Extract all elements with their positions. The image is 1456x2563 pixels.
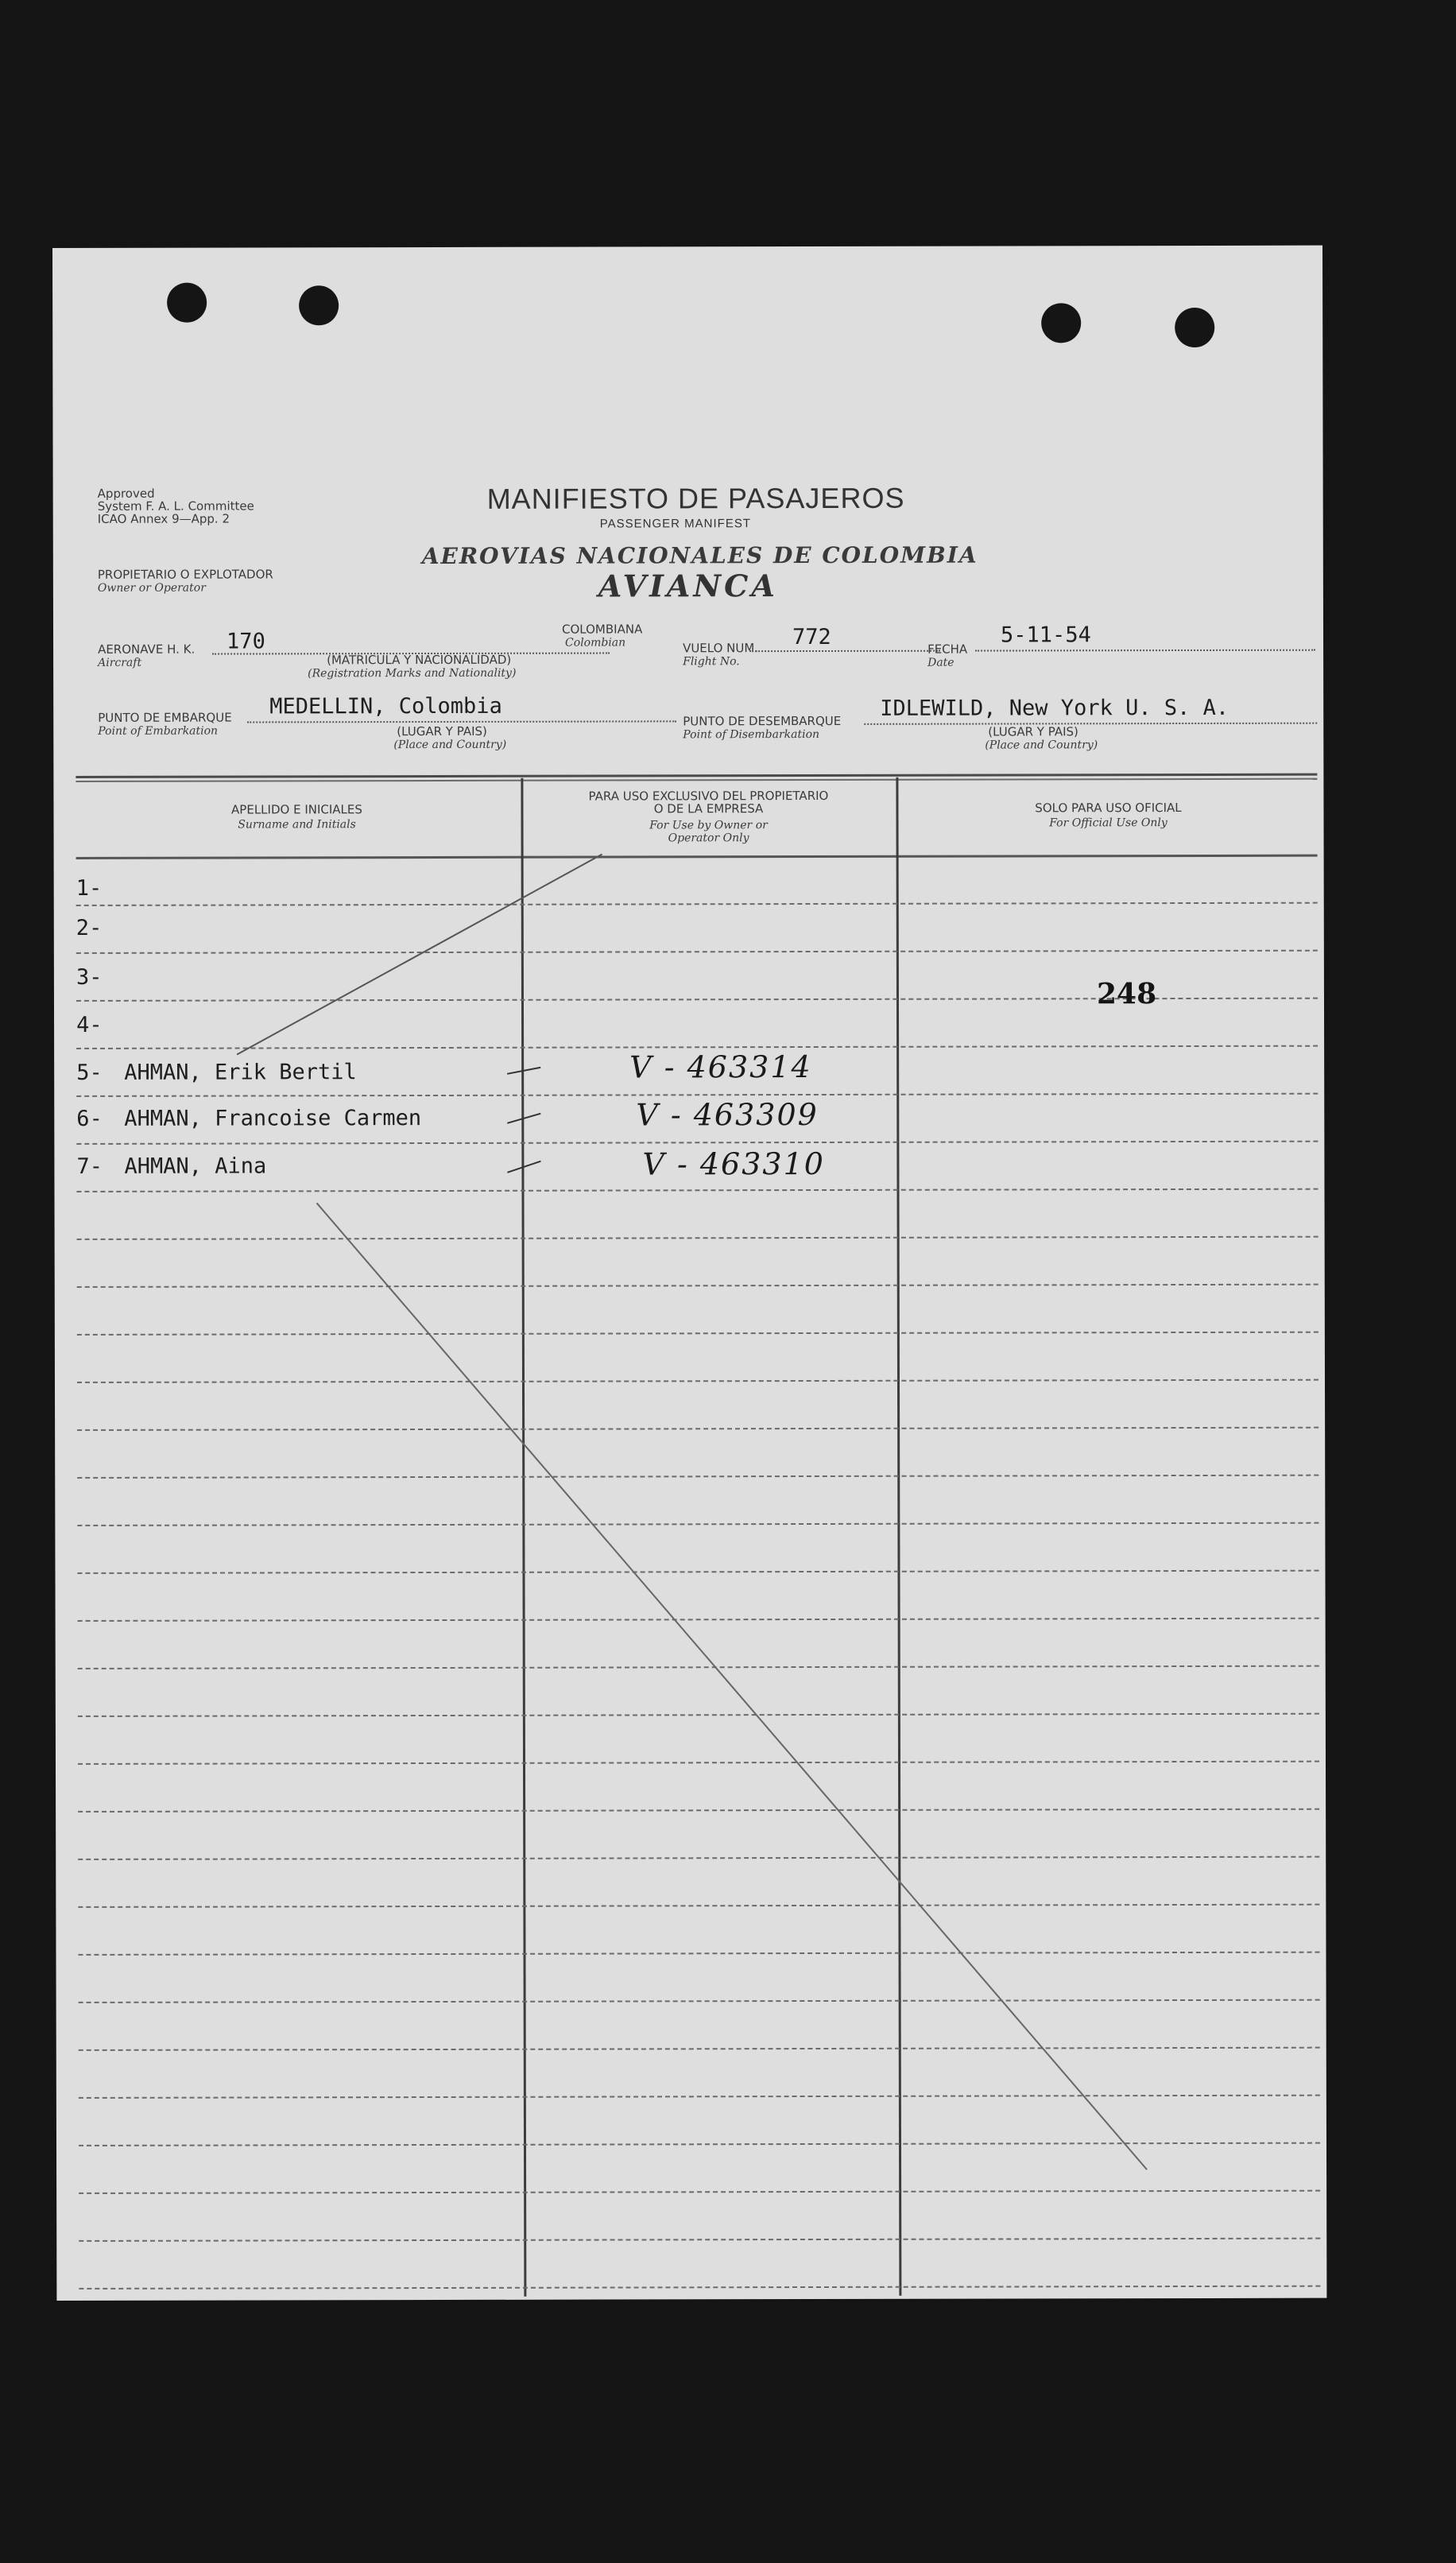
passenger-name: AHMAN, Aina — [124, 1154, 267, 1179]
col3-header: SOLO PARA USO OFICIAL — [1035, 801, 1182, 816]
cancel-stroke — [317, 1201, 1148, 2171]
visa-code: V - 463309 — [636, 1096, 819, 1133]
passenger-name: AHMAN, Erik Bertil — [124, 1060, 357, 1085]
owner-label-en: Owner or Operator — [97, 581, 206, 595]
aircraft-value: 170 — [227, 629, 265, 654]
owner-label: PROPIETARIO O EXPLOTADOR — [97, 567, 273, 582]
disembark-value: IDLEWILD, New York U. S. A. — [880, 695, 1229, 721]
approval-line: ICAO Annex 9—App. 2 — [97, 511, 230, 526]
embark-value: MEDELLIN, Colombia — [269, 693, 502, 719]
date-label: FECHA — [927, 642, 968, 657]
pen-strokes — [52, 246, 1326, 2301]
airline-name: AEROVIAS NACIONALES DE COLOMBIA — [421, 541, 978, 570]
nationality-label-en: Colombian — [565, 636, 626, 649]
date-label-en: Date — [927, 656, 955, 669]
cancel-stroke — [237, 855, 603, 1055]
col3-header-en: For Official Use Only — [1049, 816, 1168, 830]
manifest-title: MANIFIESTO DE PASAJEROS — [486, 481, 905, 515]
row-number: 5- — [76, 1060, 103, 1085]
manifest-subtitle: PASSENGER MANIFEST — [599, 517, 752, 531]
registration-label-en: (Registration Marks and Nationality) — [308, 666, 517, 680]
aircraft-label-en: Aircraft — [98, 656, 142, 669]
visa-code: V - 463310 — [642, 1146, 825, 1182]
row-number: 2- — [76, 915, 103, 940]
airline-brand: AVIANCA — [598, 568, 778, 604]
flight-label: VUELO NUM. — [683, 641, 759, 656]
registration-label: (MATRICULA Y NACIONALIDAD) — [327, 652, 512, 668]
row-number: 7- — [76, 1154, 103, 1179]
disembark-label: PUNTO DE DESEMBARQUE — [683, 713, 842, 729]
row-number: 3- — [76, 964, 103, 990]
flight-label-en: Flight No. — [683, 655, 740, 669]
col1-header-en: Surname and Initials — [238, 818, 356, 832]
col2-header-en: Operator Only — [668, 832, 749, 845]
date-value: 5-11-54 — [1000, 622, 1091, 648]
disembark-sub: (LUGAR Y PAIS) — [988, 724, 1078, 739]
embark-sub-en: (Place and Country) — [393, 738, 507, 752]
visa-code: V - 463314 — [629, 1049, 812, 1085]
embark-sub: (LUGAR Y PAIS) — [397, 723, 487, 739]
col1-header: APELLIDO E INICIALES — [231, 802, 362, 817]
row-number: 6- — [76, 1106, 103, 1131]
manifest-sheet — [52, 246, 1326, 2301]
official-number-stamp: 248 — [1096, 977, 1157, 1011]
col2-header: PARA USO EXCLUSIVO DEL PROPIETARIO — [588, 788, 829, 804]
disembark-sub-en: (Place and Country) — [985, 739, 1098, 752]
col2-header-en: For Use by Owner or — [649, 819, 768, 832]
tick-mark — [507, 1114, 540, 1123]
passenger-name: AHMAN, Francoise Carmen — [124, 1106, 422, 1131]
disembark-label-en: Point of Disembarkation — [683, 727, 820, 742]
tick-mark — [507, 1161, 540, 1173]
row-number: 1- — [76, 875, 103, 901]
approval-line: Approved — [97, 486, 155, 501]
aircraft-label: AERONAVE H. K. — [98, 642, 196, 657]
tick-mark — [507, 1068, 540, 1074]
col2-header: O DE LA EMPRESA — [653, 801, 764, 816]
embark-label: PUNTO DE EMBARQUE — [98, 710, 232, 725]
flight-value: 772 — [792, 624, 831, 650]
row-number: 4- — [76, 1012, 103, 1037]
approval-line: System F. A. L. Committee — [97, 498, 254, 514]
nationality-label: COLOMBIANA — [561, 622, 643, 637]
embark-label-en: Point of Embarkation — [98, 724, 219, 738]
